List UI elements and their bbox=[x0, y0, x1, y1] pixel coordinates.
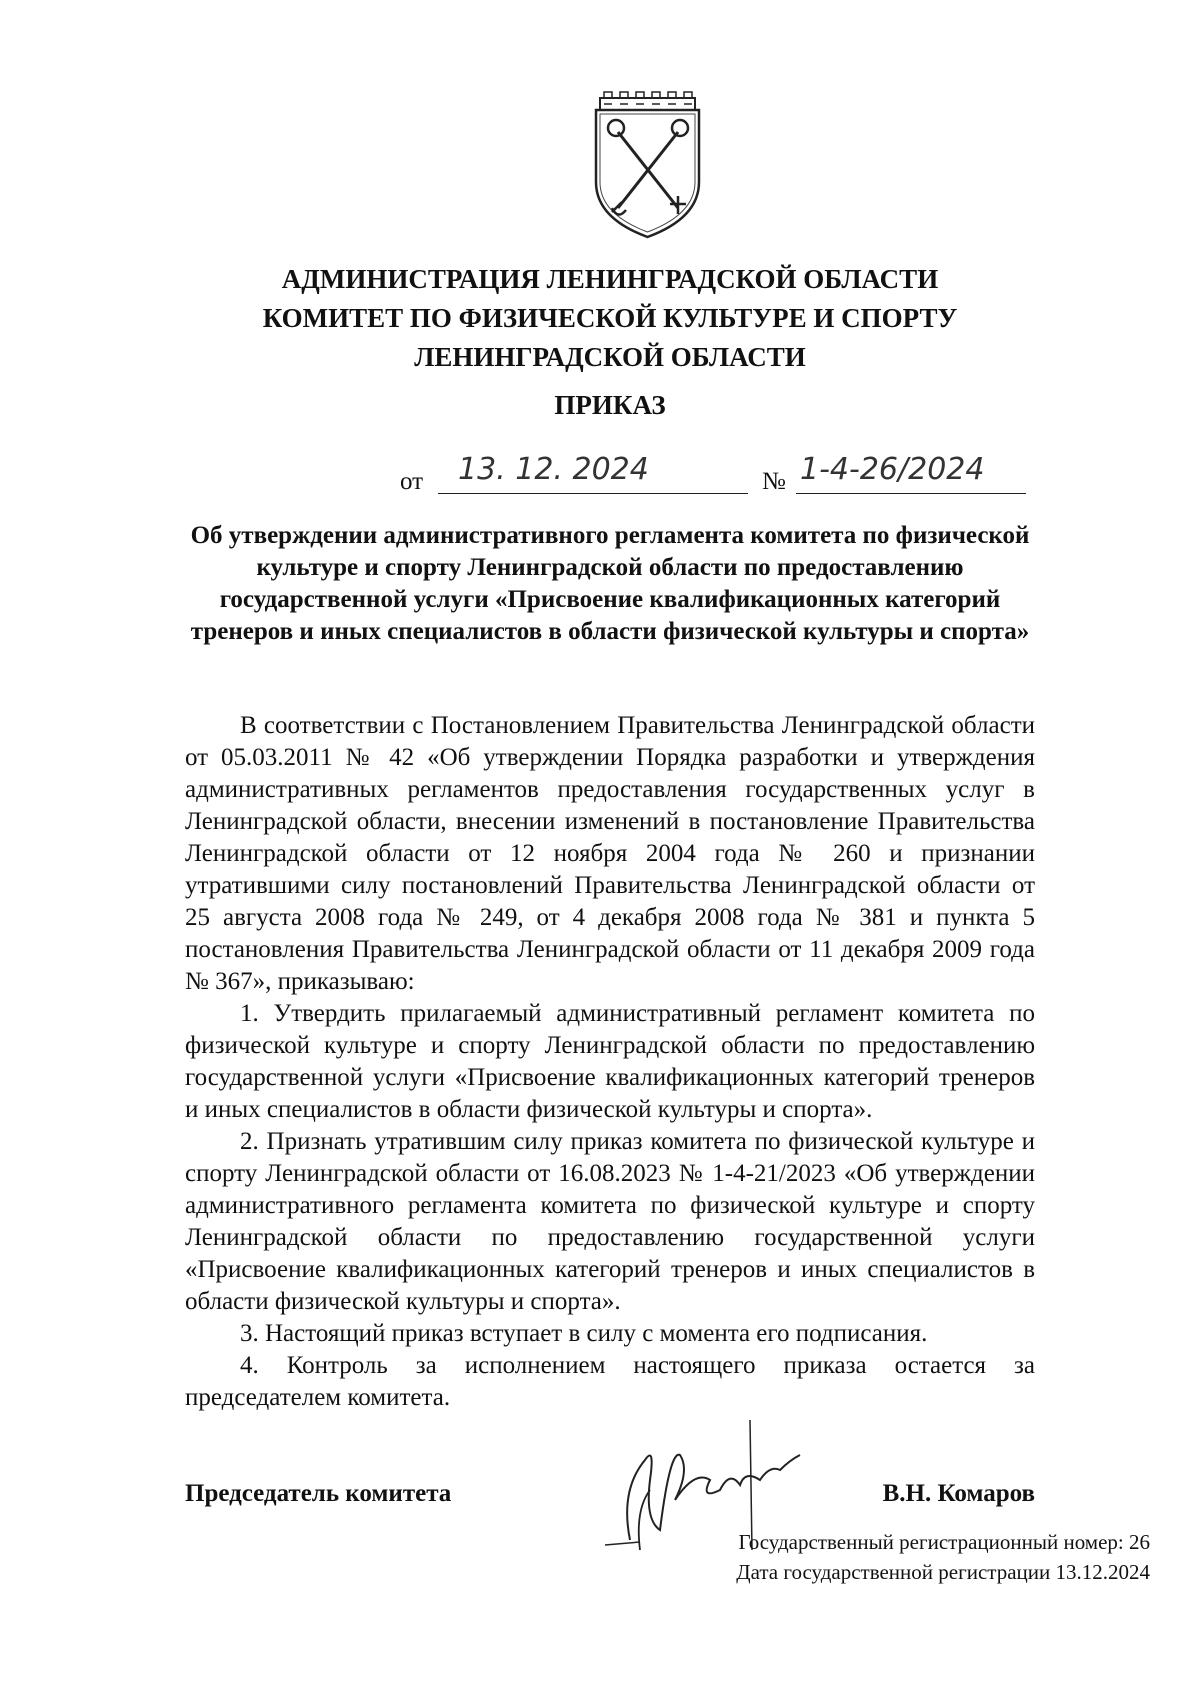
registration-stamp bbox=[630, 1527, 1150, 1587]
item-4-paragraph: 4. Контроль за исполнением настоящего приказа остается за председателем комитета. bbox=[185, 1352, 1035, 1411]
header-line-2: КОМИТЕТ ПО ФИЗИЧЕСКОЙ КУЛЬТУРЕ И СПОРТУ bbox=[262, 303, 958, 333]
handwritten-date: 13. 12. 2024 bbox=[438, 452, 748, 494]
header-line-1: АДМИНИСТРАЦИЯ ЛЕНИНГРАДСКОЙ ОБЛАСТИ bbox=[281, 264, 939, 294]
date-label: от bbox=[400, 468, 424, 495]
date-number-line bbox=[400, 452, 1040, 502]
coat-of-arms-emblem bbox=[590, 90, 705, 240]
preamble-paragraph: В соответствии с Постановлением Правительства Ленинградской области от 05.03.2011 № 42 «Об утверждении Порядка разработки и утверждения административных регламентов предоставления государственных услуг в Ленинградской области, внесении изменений в постановление Правительства Ленинградской области от 12 ноября 2004 года № 260 и признании утратившими силу постановлений Правительства Ленинградской области от 25 августа 2008 года № 249, от 4 декабря 2008 года № 381 и пункта 5 постановления Правительства Ленинградской области от 11 декабря 2009 года № 367», приказываю: bbox=[185, 712, 1035, 995]
document-type: ПРИКАЗ bbox=[554, 390, 666, 420]
handwritten-number: 1-4-26/2024 bbox=[796, 452, 1026, 494]
item-1-paragraph: 1. Утвердить прилагаемый административный регламент комитета по физической культуре и спорту Ленинградской области по предоставлению государственной услуги «Присвоение квалификационных категорий тренеров и иных специалистов в области физической культуры и спорта». bbox=[185, 1000, 1035, 1123]
item-3-paragraph: 3. Настоящий приказ вступает в силу с момента его подписания. bbox=[240, 1320, 928, 1347]
header-line-3: ЛЕНИНГРАДСКОЙ ОБЛАСТИ bbox=[414, 342, 806, 372]
document-body bbox=[185, 710, 1035, 1414]
signatory-name: В.Н. Комаров bbox=[882, 1480, 1035, 1507]
item-2-paragraph: 2. Признать утратившим силу приказ комитета по физической культуре и спорту Ленинградской области от 16.08.2023 № 1-4-21/2023 «Об утверждении административного регламента комитета по физической культуре и спорту Ленинградской области по предоставлению государственной услуги «Присвоение квалификационных категорий тренеров и иных специалистов в области физической культуры и спорта». bbox=[185, 1128, 1035, 1315]
organization-header bbox=[190, 260, 1030, 377]
registration-number: Государственный регистрационный номер: 26 bbox=[738, 1530, 1150, 1554]
document-title: Об утверждении административного регламента комитета по физической культуре и спорту Ленинградской области по предоставлению государственной услуги «Присвоение квалификационных категорий тренеров и иных специалистов в области физической культуры и спорта» bbox=[190, 522, 1030, 645]
signatory-role: Председатель комитета bbox=[185, 1480, 452, 1507]
number-label: № bbox=[762, 468, 786, 495]
registration-date: Дата государственной регистрации 13.12.2024 bbox=[736, 1560, 1150, 1584]
